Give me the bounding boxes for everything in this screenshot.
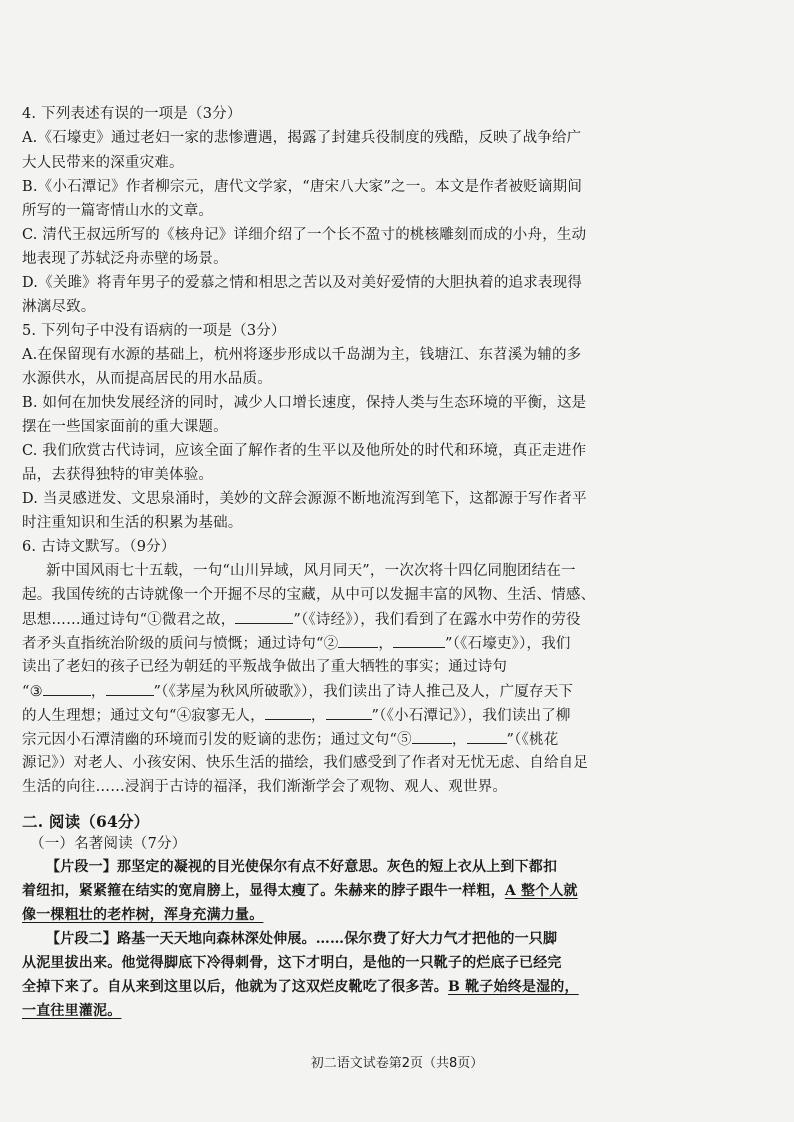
q4-option-c-line1: C. 清代王叔远所写的《核舟记》详细介绍了一个长不盈寸的桃核雕刻而成的小舟，生动: [22, 227, 587, 243]
answer-blank-4b[interactable]: [326, 705, 372, 720]
q4-option-c-line2: 地表现了苏轼泛舟赤壁的场景。: [22, 251, 228, 267]
excerpt1-line3-underlined: 像一棵粗壮的老柞树，浑身充满力量。: [22, 907, 264, 923]
q4-option-a-line2: 大人民带来的深重灾难。: [22, 155, 184, 171]
q6-line10: 生活的向往……浸润于古诗的福泽，我们渐渐学会了观物、观人、观世界。: [22, 779, 508, 795]
answer-blank-3b[interactable]: [106, 681, 154, 696]
q6-line4: 者矛头直指统治阶级的质问与愤慨；通过诗句“② ， ”（《石壕吏》），我们: [22, 633, 571, 654]
q6-title: 6. 古诗文默写。（9分）: [22, 539, 176, 555]
q6-line7: 的人生理想；通过文句“④寂寥无人， ， ”（《小石潭记》），我们读出了柳: [22, 705, 571, 726]
q6-line9: 源记》）对老人、小孩安闲、快乐生活的描绘，我们感受到了作者对无忧无虑、自给自足: [22, 755, 589, 771]
q6-line8: 宗元因小石潭清幽的环境而引发的贬谪的悲伤；通过文句“⑤ ， ”（《桃花: [22, 729, 558, 750]
q6-line2: 起。我国传统的古诗就像一个开掘不尽的宝藏，从中可以发掘丰富的风物、生活、情感、: [22, 587, 596, 603]
q5-option-d-line2: 时注重知识和生活的积累为基础。: [22, 515, 243, 531]
q5-title: 5. 下列句子中没有语病的一项是（3分）: [22, 323, 286, 339]
q4-title: 4. 下列表述有误的一项是（3分）: [22, 106, 242, 122]
excerpt2-line4-underlined: 一直往里灌泥。: [22, 1003, 122, 1019]
q4-option-a-line1: A.《石壕吏》通过老妇一家的悲惨遭遇，揭露了封建兵役制度的残酷，反映了战争给广: [22, 130, 582, 146]
underlined-sentence-a-start: A 整个人就: [504, 883, 578, 899]
section-reading-heading: 二. 阅读（64分）: [22, 812, 150, 831]
answer-blank-1[interactable]: [235, 609, 293, 624]
page-footer: 初二语文试卷第2页（共8页）: [310, 1056, 484, 1071]
q5-option-c-line1: C. 我们欣赏古代诗词，应该全面了解作者的生平以及他所处的时代和环境，真正走进作: [22, 443, 587, 459]
excerpt2-line1: 【片段二】路基一天天地向森林深处伸展。……保尔费了好大力气才把他的一只脚: [46, 931, 558, 947]
answer-blank-3a[interactable]: [43, 681, 91, 696]
excerpt2-line2: 从泥里拔出来。他觉得脚底下冷得刺骨，这下才明白，是他的一只靴子的烂底子已经完: [22, 955, 562, 971]
q6-line5: 读出了老妇的孩子已经为朝廷的平叛战争做出了重大牺牲的事实；通过诗句: [22, 659, 508, 675]
subsection-classic-reading: （一）名著阅读（7分）: [30, 836, 187, 852]
answer-blank-5a[interactable]: [412, 729, 452, 744]
q5-option-a-line1: A.在保留现有水源的基础上，杭州将逐步形成以千岛湖为主，钱塘江、东苕溪为辅的多: [22, 347, 582, 363]
q4-option-d-line1: D.《关雎》将青年男子的爱慕之情和相思之苦以及对美好爱情的大胆执着的追求表现得: [22, 275, 583, 291]
q6-line1: 新中国风雨七十五载，一句“山川异域，风月同天”，一次次将十四亿同胞团结在一: [46, 563, 576, 579]
q5-option-b-line2: 摆在一些国家面前的重大课题。: [22, 419, 228, 435]
answer-blank-4a[interactable]: [265, 705, 311, 720]
q5-option-b-line1: B. 如何在加快发展经济的同时，减少人口增长速度，保持人类与生态环境的平衡，这是: [22, 395, 587, 411]
q4-option-b-line1: B.《小石潭记》作者柳宗元，唐代文学家，“唐宋八大家”之一。本文是作者被贬谪期间: [22, 179, 583, 195]
q6-line6: “③ ， ”（《茅屋为秋风所破歌》），我们读出了诗人推己及人，广厦存天下: [22, 681, 573, 702]
q5-option-c-line2: 品，去获得独特的审美体验。: [22, 467, 214, 483]
q4-option-d-line2: 淋漓尽致。: [22, 299, 96, 315]
q5-option-d-line1: D. 当灵感迸发、文思泉涌时，美妙的文辞会源源不断地流泻到笔下，这都源于写作者平: [22, 491, 587, 507]
q5-option-a-line2: 水源供水，从而提高居民的用水品质。: [22, 371, 272, 387]
answer-blank-5b[interactable]: [467, 729, 507, 744]
excerpt1-line2: 着纽扣，紧紧箍在结实的宽肩膀上，显得太瘦了。朱赫来的脖子跟牛一样粗，A 整个人就: [22, 883, 578, 899]
q4-option-b-line2: 所写的一篇寄情山水的文章。: [22, 203, 214, 219]
answer-blank-2a[interactable]: [338, 633, 378, 648]
q6-line3: 思想……通过诗句“①微君之故， ”（《诗经》），我们看到了在露水中劳作的劳役: [22, 609, 581, 630]
excerpt2-line3: 全掉下来了。自从来到这里以后，他就为了这双烂皮靴吃了很多苦。B 靴子始终是湿的，: [22, 979, 579, 995]
answer-blank-2b[interactable]: [393, 633, 445, 648]
excerpt1-line1: 【片段一】那坚定的凝视的目光使保尔有点不好意思。灰色的短上衣从上到下都扣: [46, 859, 558, 875]
